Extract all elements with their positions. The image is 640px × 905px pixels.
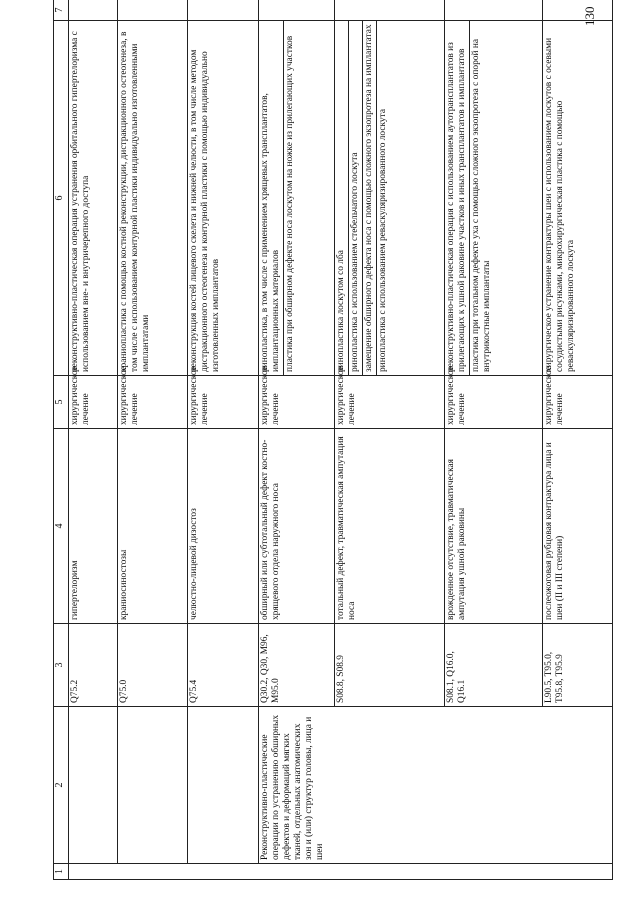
row-treatment: хирургическое лечение bbox=[69, 376, 118, 429]
cell-col2-empty bbox=[69, 707, 118, 864]
row-diagnosis: врожденное отсутствие, травматическая ампутация ушной раковины bbox=[444, 429, 542, 624]
row-treatment: хирургическое лечение bbox=[335, 376, 445, 429]
row-codes: Q75.0 bbox=[117, 624, 187, 707]
row-diagnosis: челюстно-лицевой дизостоз bbox=[188, 429, 258, 624]
row-method: хирургическое устранение контрактуры шеи с использованием лоскутов с осевыми сосудистыми рисунками, микрохирургическая пластика с помощью реваскуляризированного лоскута bbox=[542, 21, 613, 376]
cell-col7 bbox=[542, 0, 613, 21]
row-treatment: хирургическое лечение bbox=[444, 376, 542, 429]
table-row bbox=[69, 0, 118, 880]
cell-col1 bbox=[69, 864, 613, 880]
row-methods bbox=[444, 21, 542, 376]
row-method: пластика при тотальном дефекте уха с помощью сложного экзопротеза с опорой на внутрикостные имплантаты bbox=[469, 21, 494, 375]
row-diagnosis: тотальный дефект, травматическая ампутация носа bbox=[335, 429, 445, 624]
row-diagnosis: послеожоговая рубцовая контрактура лица и шеи (II и III степени) bbox=[542, 429, 613, 624]
row-methods bbox=[258, 21, 334, 376]
row-method: краниопластика с помощью костной реконструкции, дистракционного остеогенеза, в том числе с использованием контурной пластики индивидуально изготовленными имплантатами bbox=[117, 21, 187, 376]
table-row bbox=[188, 0, 258, 880]
cell-col7 bbox=[69, 0, 118, 21]
cell-col2-empty bbox=[188, 707, 258, 864]
col-num-3: 3 bbox=[54, 624, 69, 707]
col-num-1: 1 bbox=[54, 864, 69, 880]
row-codes: Q30.2, Q30, M96, M95.0 bbox=[258, 624, 334, 707]
row-method: ринопластика с использованием стебельчатого лоскута bbox=[348, 21, 362, 375]
table-row bbox=[258, 0, 334, 880]
row-method: пластика при обширном дефекте носа лоскутом на ножке из прилегающих участков bbox=[283, 21, 297, 375]
row-treatment: хирургическое лечение bbox=[542, 376, 613, 429]
row-diagnosis: гипертелоризм bbox=[69, 429, 118, 624]
col-num-4: 4 bbox=[54, 429, 69, 624]
row-treatment: хирургическое лечение bbox=[258, 376, 334, 429]
cell-col7 bbox=[258, 0, 334, 21]
page-number: 130 bbox=[582, 6, 597, 26]
row-codes: S08.1, Q16.0, Q16.1 bbox=[444, 624, 542, 707]
row-treatment: хирургическое лечение bbox=[188, 376, 258, 429]
column-number-row bbox=[54, 0, 69, 880]
row-codes: Q75.2 bbox=[69, 624, 118, 707]
row-method: ринопластика с использованием реваскуляризированного лоскута bbox=[376, 21, 390, 375]
row-method: ринопластика, в том числе с применением хрящевых трансплантатов, имплантационных материалов bbox=[259, 93, 281, 372]
row-method: замещение обширного дефекта носа с помощью сложного экзопротеза на имплантатах bbox=[362, 21, 376, 375]
row-method: реконструктивно-пластическая операция устранения орбитального гипертелоризма с использованием вне- и внутричерепного доступа bbox=[69, 21, 118, 376]
row-method: реконструктивно-пластическая операция с использованием аутотрансплантатов из прилегающих к ушной раковине участков и иных трансплантатов и имплантатов bbox=[445, 42, 467, 372]
table-row bbox=[117, 0, 187, 880]
row-treatment: хирургическое лечение bbox=[117, 376, 187, 429]
row-method: ринопластика лоскутом со лба bbox=[336, 250, 347, 372]
col-num-5: 5 bbox=[54, 376, 69, 429]
col-num-6: 6 bbox=[54, 21, 69, 376]
row-codes: S08.8, S08.9 bbox=[335, 624, 445, 707]
col-num-7: 7 bbox=[54, 0, 69, 21]
col-num-2: 2 bbox=[54, 707, 69, 864]
row-diagnosis: обширный или субтотальный дефект костно-хрящевого отдела наружного носа bbox=[258, 429, 334, 624]
cell-col2-empty bbox=[117, 707, 187, 864]
row-method: реконструкция костей лицевого скелета и нижней челюсти, в том числе методом дистракционного остеогенеза и контурной пластики с помощью индивидуально изготовленных имплантатов bbox=[188, 21, 258, 376]
row-codes: L90.5, T95.0, T95.8, T95.9 bbox=[542, 624, 613, 707]
row-methods bbox=[335, 21, 445, 376]
row-codes: Q75.4 bbox=[188, 624, 258, 707]
cell-col7 bbox=[444, 0, 542, 21]
cell-col7 bbox=[188, 0, 258, 21]
procedures-table bbox=[53, 0, 613, 880]
cell-col7 bbox=[117, 0, 187, 21]
cell-col7 bbox=[335, 0, 445, 21]
row-diagnosis: краниосиностозы bbox=[117, 429, 187, 624]
section-title: Реконструктивно-пластические операции по устранению обширных дефектов и деформаций мягких тканей, отдельных анатомических зон и (или) структур головы, лица и шеи bbox=[258, 707, 612, 864]
